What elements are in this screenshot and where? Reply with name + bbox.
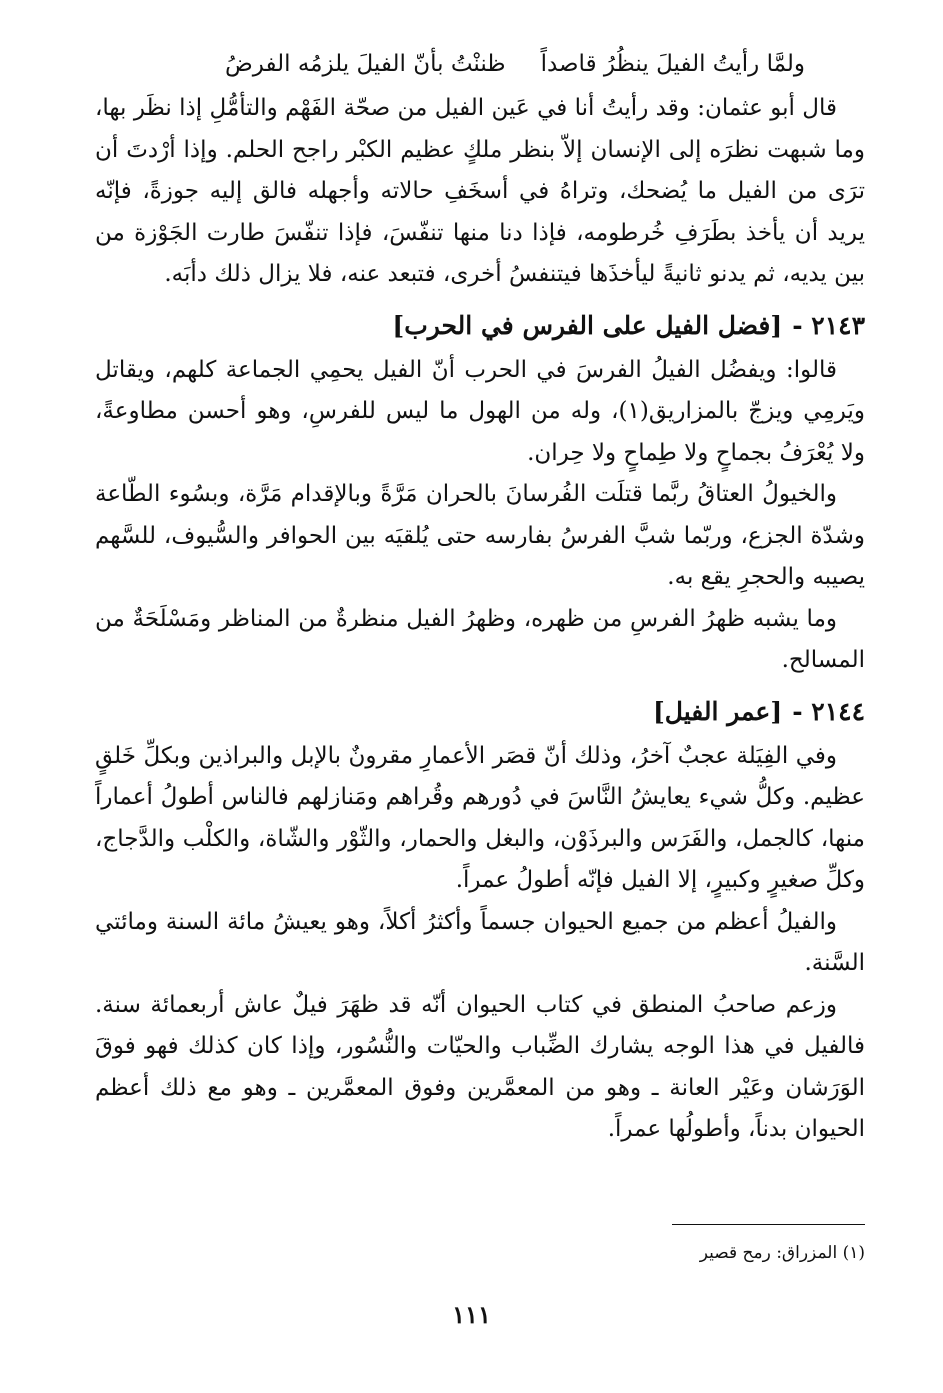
paragraph: والخيولُ العتاقُ ربَّما قتلَت الفُرسانَ بالحران مَرَّةً وبالإقدام مَرَّة، وبسُوء الطّاعة وشدّة الجزع، وربّما شبَّ الفرسُ بفارسه حتى يُلقيَه بين الحوافر والسُّيوف، للسَّهم يصيبه والحجرِ يقع به.: [95, 481, 865, 590]
section-heading: [95, 306, 865, 346]
poetry-verse: [95, 40, 865, 88]
verse-second-hemistich: ظننْتُ بأنّ الفيلَ يلزمُه الفرضُ: [225, 51, 506, 77]
section-title: [عمر الفيل]: [652, 696, 783, 726]
verse-first-hemistich: ولمَّا رأيتُ الفيلَ ينظُرُ قاصداً: [540, 51, 805, 77]
paragraph: وفي الفِيَلة عجبٌ آخرُ، وذلك أنّ قصَر الأعمارِ مقرونٌ بالإبل والبراذين وبكلِّ خَلقٍ عظيم. وكلُّ شيء يعايشُ النَّاسَ في دُورهم وقُراهم ومَنازلهم فالناس أطولُ أعماراً منها، كالجمل، والفَرَس والبرذَوْن، والبغل والحمار، والثّوْر والشّاة، والكلْب والدَّجاج، وكلِّ صغيرٍ وكبيرٍ، إلا الفيل فإنّه أطولُ عمراً.: [95, 742, 865, 893]
section-title: [فضل الفيل على الفرس في الحرب]: [392, 310, 783, 340]
section-heading: [95, 692, 865, 732]
footnote-separator: [672, 1224, 865, 1225]
paragraph: وما يشبه ظهرُ الفرسِ من ظهره، وظهرُ الفيل منظرةٌ من المناظر ومَسْلَحَةٌ من المسالح.: [95, 605, 865, 673]
page-body: [95, 40, 865, 1151]
paragraph: قالوا: ويفضُل الفيلُ الفرسَ في الحرب أنّ الفيل يحمِي الجماعة كلهم، ويقاتل ويَرمِي ويزجّ بالمزاريق(١)، وله من الهول ما ليس للفرسِ، وهو أحسن مطاوعةً، ولا يُعْرَفُ بجماحٍ ولا طِماحٍ ولا حِران.: [95, 356, 865, 466]
page-number: ١١١: [452, 1300, 491, 1329]
paragraph: والفيلُ أعظم من جميع الحيوان جسماً وأكثرُ أكلاً، وهو يعيشُ مائة السنة ومائتي السَّنة.: [95, 908, 865, 976]
footnote: (١) المزراق: رمح قصير: [699, 1243, 865, 1263]
section-number: ٢١٤٤ -: [792, 696, 865, 726]
paragraph: قال أبو عثمان: وقد رأيتُ أنا في عَين الفيل من صحّة الفَهْم والتأمُّلِ إذا نظَر بها، وما شبهت نظرَه إلى الإنسان إلاّ بنظر ملكٍ عظيم الكبْر راجح الحلم. وإذا أرْدتَ أن ترَى من الفيل ما يُضحك، وتراهُ في أسخَفِ حالاته وأجهله فالق إليه جوزةً، فإنّه يريد أن يأخذ بطَرَفِ خُرطومه، فإذا دنا منها تنفّسَ، فإذا تنفّسَ طارت الجَوْزة من بين يديه، ثم يدنو ثانيةً ليأخذَها فيتنفسُ أخرى، فتبعد عنه، فلا يزال ذلك دأبَه.: [95, 95, 865, 287]
section-number: ٢١٤٣ -: [792, 310, 865, 340]
paragraph: وزعم صاحبُ المنطق في كتاب الحيوان أنّه قد ظهَرَ فيلٌ عاش أربعمائة سنة. فالفيل في هذا الوجه يشارك الضِّباب والحيّات والنُّسُور، وإذا كان كذلك فهو فوقَ الوَرَشان وعَيْر العانة ـ وهو من المعمَّرين وفوق المعمَّرين ـ وهو مع ذلك أعظم الحيوان بدناً، وأطولُها عمراً.: [95, 991, 865, 1142]
